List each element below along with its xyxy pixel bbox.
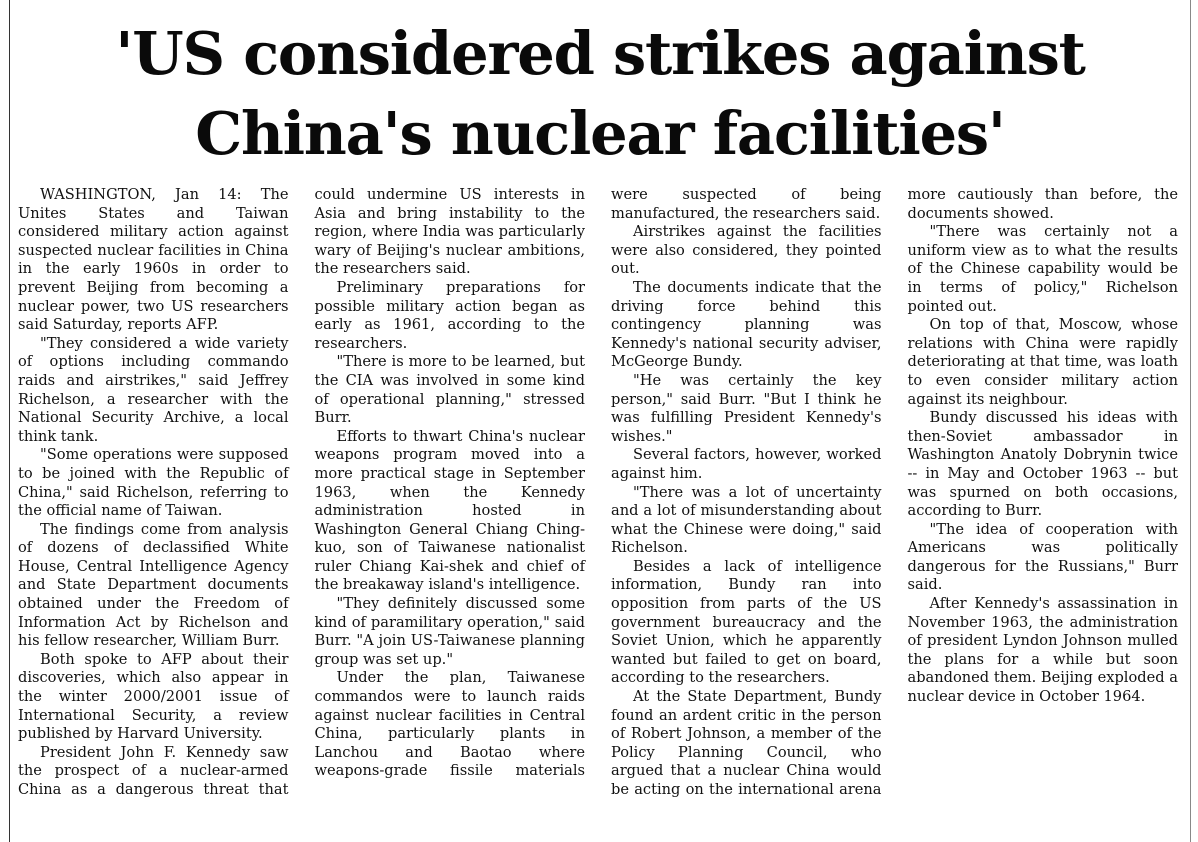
paragraph: The documents indicate that the driving force behind this contingency planning was Kennedy's national security adviser, McGeorge Bundy. xyxy=(611,278,882,371)
paragraph: On top of that, Moscow, whose relations with China were rapidly deteriorating at that time, was loath to even consider military action against its neighbour. xyxy=(907,316,1178,408)
paragraph: The findings come from analysis of dozens of declassified White House, Central Intelligence Agency and State Department documents obtained under the Freedom of Information Act by Richelson and his fellow researcher, William Burr. xyxy=(18,520,289,650)
paragraph: "There was certainly not a uniform view as to what the results of the Chinese capability would be in terms of policy," Richelson pointed out. xyxy=(907,223,1178,315)
paragraph: WASHINGTON, Jan 14: The Unites States and Taiwan considered military action against suspected nuclear facilities in China in the early 1960s in order to prevent Beijing from becoming a nuclear power, two US researchers said Saturday, reports AFP. xyxy=(18,186,289,334)
paragraph: President John F. Kennedy saw the prospect of a nuclear-armed China as a dangerous threat that could undermine US interests in Asia and bring instability to the region, where India was particularly wary of Beijing's nuclear ambitions, the researchers said. xyxy=(18,186,585,798)
paragraph: Both spoke to AFP about their discoveries, which also appear in the winter 2000/2001 issue of International Security, a review published by Harvard University. xyxy=(18,650,289,743)
paragraph: "Some operations were supposed to be joined with the Republic of China," said Richelson, referring to the official name of Taiwan. xyxy=(18,446,289,520)
article-body xyxy=(18,186,1178,816)
paragraph: Preliminary preparations for possible military action began as early as 1961, according to the researchers. xyxy=(314,278,585,352)
headline-line-1: 'US considered strikes against xyxy=(115,19,1085,88)
paragraph: "There is more to be learned, but the CIA was involved in some kind of operational planning," stressed Burr. xyxy=(314,353,585,427)
paragraph: Several factors, however, worked against him. xyxy=(611,446,882,482)
paragraph: Bundy discussed his ideas with then-Soviet ambassador in Washington Anatoly Dobrynin twice -- in May and October 1963 -- but was spurned on both occasions, according to Burr. xyxy=(907,409,1178,520)
paragraph: After Kennedy's assassination in November 1963, the administration of president Lyndon Johnson mulled the plans for a while but soon abandoned them. Beijing exploded a nuclear device in October 1964. xyxy=(907,595,1178,706)
paragraph: At the State Department, Bundy found an ardent critic in the person of Robert Johnson, a member of the Policy Planning Council, who argued that a nuclear China would be acting on the international arena more cautiously than before, the documents showed. xyxy=(611,186,1178,798)
paragraph: "The idea of cooperation with Americans was politically dangerous for the Russians," Burr said. xyxy=(907,520,1178,594)
paragraph: Airstrikes against the facilities were also considered, they pointed out. xyxy=(611,223,882,278)
headline-line-2: China's nuclear facilities' xyxy=(195,99,1005,168)
right-edge-rule xyxy=(1190,0,1191,842)
paragraph: Besides a lack of intelligence information, Bundy ran into opposition from parts of the US government bureaucracy and the Soviet Union, which he apparently wanted but failed to get on board, according to the researchers. xyxy=(611,557,882,687)
paragraph: "They considered a wide variety of options including commando raids and airstrikes," said Jeffrey Richelson, a researcher with the National Security Archive, a local think tank. xyxy=(18,334,289,445)
paragraph: "They definitely discussed some kind of paramilitary operation," said Burr. "A join US-Taiwanese planning group was set up." xyxy=(314,595,585,668)
paragraph: "He was certainly the key person," said Burr. "But I think he was fulfilling President Kennedy's wishes." xyxy=(611,371,882,445)
headline xyxy=(10,14,1190,174)
paragraph: Under the plan, Taiwanese commandos were to launch raids against nuclear facilities in Central China, particularly plants in Lanchou and Baotao where weapons-grade fissile materials were suspected of being manufactured, the researchers said. xyxy=(314,186,882,780)
paragraph: Efforts to thwart China's nuclear weapons program moved into a more practical stage in September 1963, when the Kennedy administration hosted in Washington General Chiang Ching-kuo, son of Taiwanese nationalist ruler Chiang Kai-shek and chief of the breakaway island's intelligence. xyxy=(314,427,585,594)
paragraph: "There was a lot of uncertainty and a lot of misunderstanding about what the Chinese were doing," said Richelson. xyxy=(611,483,882,557)
